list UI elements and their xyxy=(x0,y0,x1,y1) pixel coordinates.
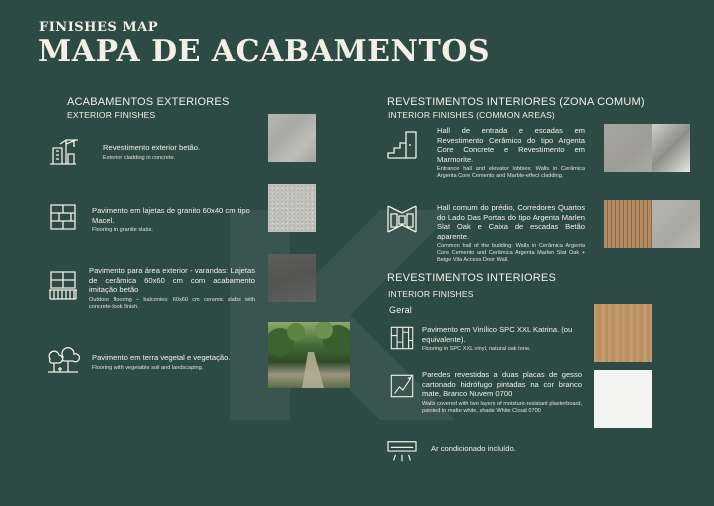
common-item-2-text: Hall comum do prédio, Corredores Quartos do Lado Das Portas do tipo Argenta Marlen Slat Oak e Caixa de escadas Betão aparente. xyxy=(437,203,585,241)
common-item-1-translation: Entrance hall and elevator lobbies: Walls in Cerâmica Argenta Core Cemento and Marble-effect cladding. xyxy=(437,166,585,179)
argenta-cemento-swatch xyxy=(652,200,700,248)
page-title: MAPA DE ACABAMENTOS xyxy=(38,34,491,69)
interior-section-subtitle: INTERIOR FINISHES xyxy=(388,289,474,299)
garden-photo xyxy=(268,322,350,388)
air-conditioner-icon xyxy=(386,438,418,466)
interior-common-section-subtitle: INTERIOR FINISHES (COMMON AREAS) xyxy=(388,110,555,120)
paving-slabs-icon xyxy=(46,200,80,234)
argenta-core-concrete-swatch xyxy=(604,124,652,172)
marmorite-stairs-photo xyxy=(652,124,690,172)
concrete-swatch xyxy=(268,114,316,162)
trees-landscape-icon xyxy=(46,341,80,375)
page-kicker: FINISHES MAP xyxy=(39,20,159,35)
exterior-item-2-text: Pavimento em lajetas de granito 60x40 cm tipo Macel. xyxy=(92,206,250,225)
exterior-item-3-translation: Outdoor flooring – balconies: 60x60 cm ceramic slabs with concrete-look finish. xyxy=(89,296,255,310)
common-item-2-translation: Common hall of the building: Walls in Cerâmica Argenta Core Cemento and Cerâmica Argenta Marlen Slat Oak + Beige Vila Access Door Wall. xyxy=(437,243,585,263)
interior-section-title: REVESTIMENTOS INTERIORES xyxy=(387,272,557,284)
interior-item-3-text: Ar condicionado incluído. xyxy=(431,444,516,453)
interior-item-2-text: Paredes revestidas a duas placas de gesso cartonado hidrófugo pintadas na cor branco mate, Branco Nuvem 0700 xyxy=(422,370,582,398)
hall-doors-icon xyxy=(385,202,419,236)
exterior-section-title: ACABAMENTOS EXTERIORES xyxy=(67,96,230,108)
marlen-slat-oak-swatch xyxy=(604,200,652,248)
interior-item-2-translation: Walls covered with two layers of moisture-resistant plasterboard, painted in matte white, shade White Cloud 0700 xyxy=(422,400,582,414)
exterior-item-2-translation: Flooring in granite slabs. xyxy=(92,227,153,233)
stairs-door-icon xyxy=(385,127,419,161)
interior-item-1-translation: Flooring in SPC XXL vinyl, natural oak tone. xyxy=(422,346,531,352)
granite-swatch xyxy=(268,184,316,232)
exterior-item-1-text: Revestimento exterior betão. xyxy=(103,143,201,152)
building-crane-icon xyxy=(46,134,80,168)
interior-common-section-title: REVESTIMENTOS INTERIORES (ZONA COMUM) xyxy=(387,96,645,108)
common-item-1-text: Hall de entrada e escadas em Revestimento Cerâmico do tipo Argenta Core Concrete e Revestimento em Marmorite. xyxy=(437,126,585,164)
exterior-item-4-text: Pavimento em terra vegetal e vegetação. xyxy=(92,353,231,362)
vinyl-floor-icon xyxy=(388,324,416,352)
interior-item-1-text: Pavimento em Vinílico SPC XXL Katrina. (ou equivalente). xyxy=(422,325,573,344)
interior-group-label: Geral xyxy=(389,305,413,315)
ceramic-concrete-look-swatch xyxy=(268,254,316,302)
garden-path-illustration xyxy=(268,322,350,388)
exterior-item-4-translation: Flooring with vegetable soil and landscaping. xyxy=(92,364,204,371)
oak-vinyl-swatch xyxy=(594,304,652,362)
exterior-item-3-text: Pavimento para área exterior - varandas: Lajetas de cerâmica 60x60 cm com acabamento imitação betão xyxy=(89,266,255,294)
exterior-section-subtitle: EXTERIOR FINISHES xyxy=(67,110,156,120)
plaster-wall-icon xyxy=(388,372,416,400)
balcony-window-icon xyxy=(46,268,80,302)
exterior-item-1-translation: Exterior cladding in concrete. xyxy=(103,154,176,161)
white-paint-swatch xyxy=(594,370,652,428)
